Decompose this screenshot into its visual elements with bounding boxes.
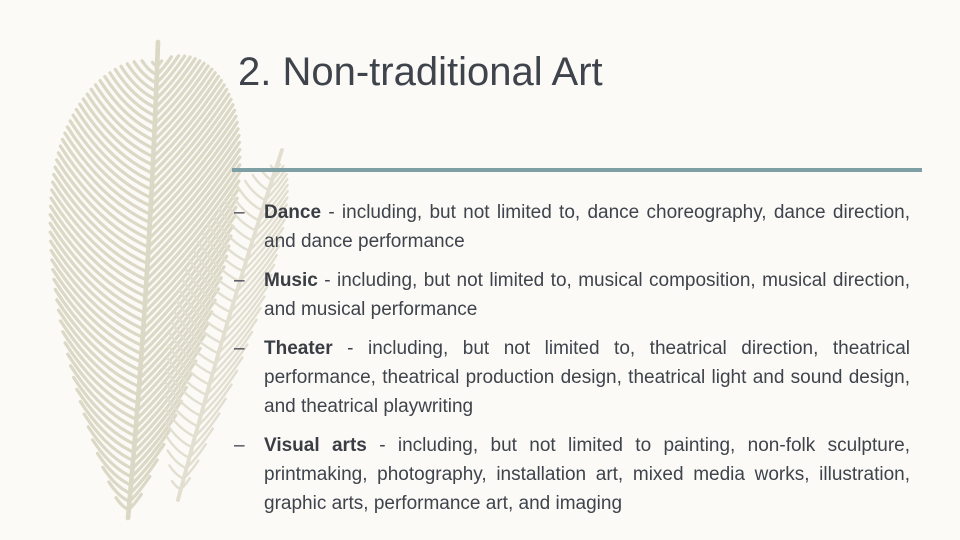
list-item — [234, 431, 910, 518]
bullet-list — [234, 198, 910, 528]
bullet-term: Music — [264, 270, 318, 291]
bullet-marker: – — [234, 435, 245, 456]
list-item — [234, 334, 910, 421]
bullet-text: - including, but not limited to painting, non-folk sculpture, printmaking, photography, installation art, mixed media works, illustration, graphic arts, performance art, and imaging — [264, 435, 910, 514]
bullet-marker: – — [234, 338, 245, 359]
bullet-text: - including, but not limited to, dance choreography, dance direction, and dance performance — [264, 202, 910, 252]
bullet-text: - including, but not limited to, musical composition, musical direction, and musical performance — [264, 270, 910, 320]
bullet-term: Theater — [264, 338, 333, 359]
bullet-text: - including, but not limited to, theatrical direction, theatrical performance, theatrical production design, theatrical light and sound design, and theatrical playwriting — [264, 338, 910, 417]
bullet-term: Dance — [264, 202, 322, 223]
bullet-marker: – — [234, 202, 245, 223]
title-divider — [232, 168, 922, 172]
bullet-marker: – — [234, 270, 245, 291]
list-item — [234, 266, 910, 324]
list-item — [234, 198, 910, 256]
page-title: 2. Non-traditional Art — [238, 50, 603, 94]
bullet-term: Visual arts — [264, 435, 367, 456]
